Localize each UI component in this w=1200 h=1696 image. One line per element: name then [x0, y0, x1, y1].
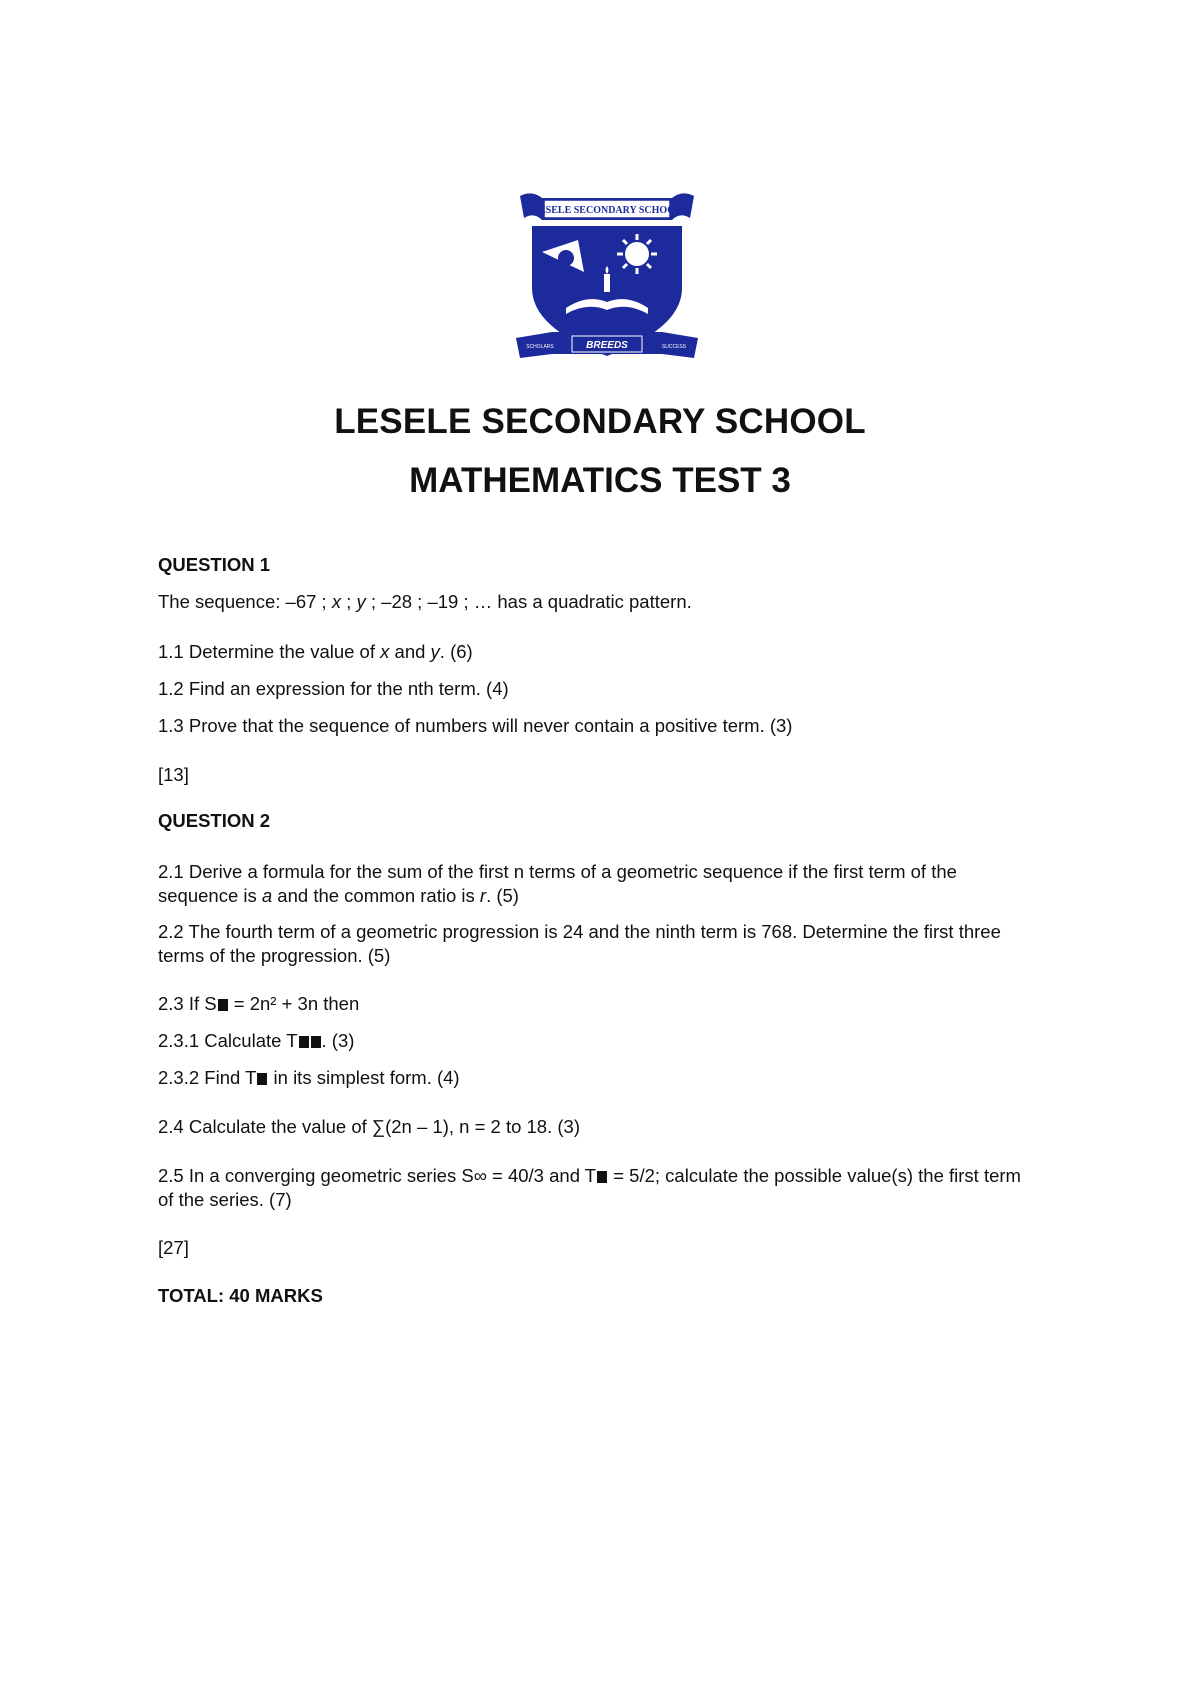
total-marks: TOTAL: 40 MARKS: [158, 1285, 323, 1306]
unrendered-glyph-icon: [311, 1036, 321, 1048]
question-2-3: 2.3 If S = 2n² + 3n then: [158, 993, 360, 1014]
question-2-heading: QUESTION 2: [158, 810, 271, 831]
question-2-3-2: 2.3.2 Find T in its simplest form. (4): [158, 1067, 460, 1088]
question-2-3-1: 2.3.1 Calculate T . (3): [158, 1030, 355, 1051]
svg-text:LESELE SECONDARY SCHOOL: LESELE SECONDARY SCHOOL: [532, 205, 682, 216]
svg-text:SUCCESS: SUCCESS: [661, 344, 687, 350]
question-1-1: 1.1 Determine the value of x and y. (6): [158, 641, 473, 662]
question-2-1: 2.1 Derive a formula for the sum of the first n terms of a geometric sequence if the first term of the sequence is a and the common ratio is r. (5): [158, 861, 957, 906]
school-crest-logo: [512, 188, 702, 370]
question-1-3: 1.3 Prove that the sequence of numbers will never contain a positive term. (3): [158, 715, 793, 736]
question-1-heading: QUESTION 1: [158, 554, 271, 575]
unrendered-glyph-icon: [218, 999, 228, 1011]
unrendered-glyph-icon: [299, 1036, 309, 1048]
question-2-5: 2.5 In a converging geometric series S∞ = 40/3 and T = 5/2; calculate the possible value(s) the first term of the series. (7): [158, 1165, 1021, 1210]
question-2-2: 2.2 The fourth term of a geometric progression is 24 and the ninth term is 768. Determine the first three terms of the progression. (5): [158, 921, 1001, 966]
unrendered-glyph-icon: [257, 1073, 267, 1085]
question-1-intro: The sequence: –67 ; x ; y ; –28 ; –19 ; … has a quadratic pattern.: [158, 591, 692, 612]
question-2-total: [27]: [158, 1237, 189, 1258]
question-2-4: 2.4 Calculate the value of ∑(2n – 1), n = 2 to 18. (3): [158, 1116, 580, 1137]
svg-text:SCHOLARS: SCHOLARS: [526, 344, 554, 350]
question-1-2: 1.2 Find an expression for the nth term. (4): [158, 678, 509, 699]
svg-text:BREEDS: BREEDS: [586, 340, 628, 351]
test-title-heading: MATHEMATICS TEST 3: [409, 461, 791, 500]
school-name-heading: LESELE SECONDARY SCHOOL: [334, 402, 866, 441]
unrendered-glyph-icon: [597, 1171, 607, 1183]
question-1-total: [13]: [158, 764, 189, 785]
